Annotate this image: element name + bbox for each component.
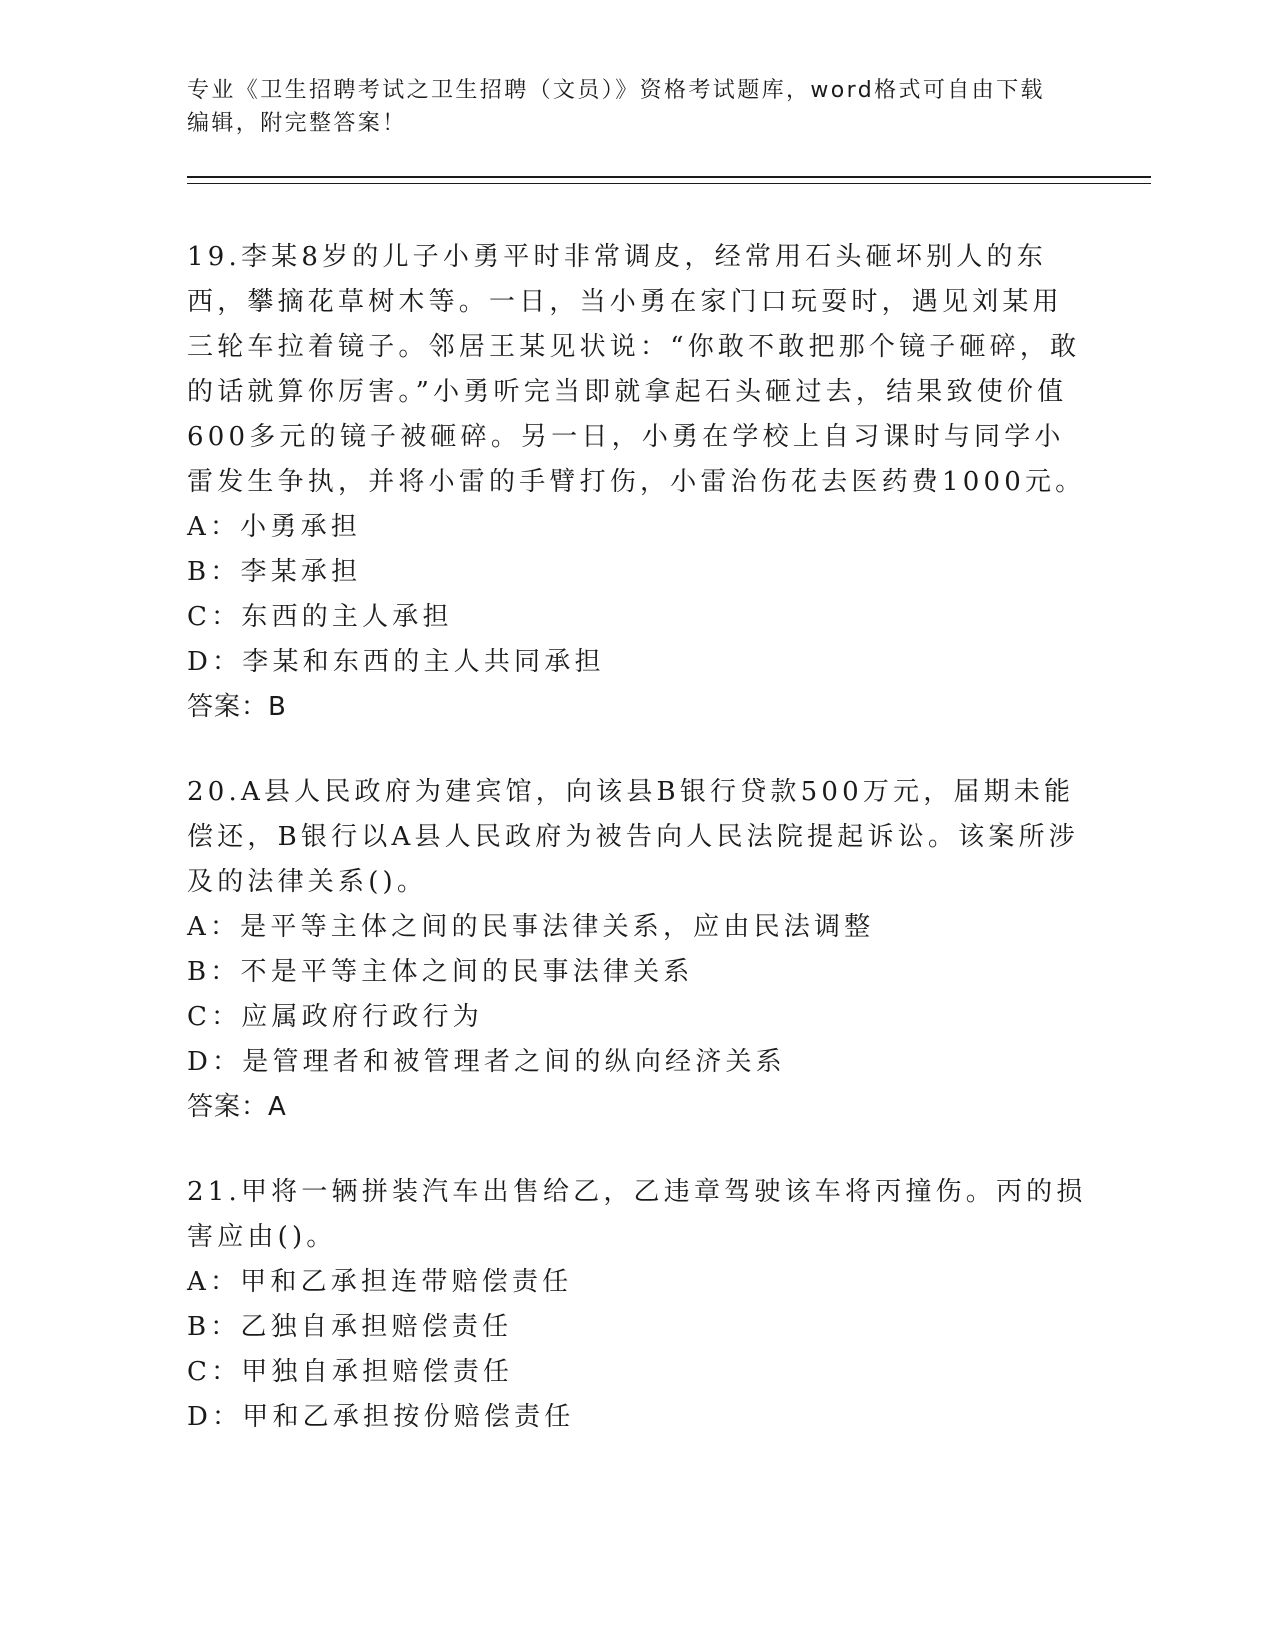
option-c: C：东西的主人承担 — [187, 602, 453, 632]
question-20 — [187, 770, 1087, 1130]
option-c: C：甲独自承担赔偿责任 — [187, 1357, 514, 1387]
option-list — [187, 1260, 1087, 1440]
answer-line: 答案：A — [187, 1092, 287, 1122]
option-a: A：是平等主体之间的民事法律关系，应由民法调整 — [187, 912, 875, 942]
option-d: D：是管理者和被管理者之间的纵向经济关系 — [187, 1047, 786, 1077]
option-b: B：李某承担 — [187, 557, 362, 587]
question-list — [187, 235, 1087, 1480]
option-a: A：甲和乙承担连带赔偿责任 — [187, 1267, 573, 1297]
option-d: D：甲和乙承担按份赔偿责任 — [187, 1402, 575, 1432]
option-d: D：李某和东西的主人共同承担 — [187, 647, 605, 677]
option-list — [187, 905, 1087, 1085]
document-header — [187, 74, 1067, 140]
option-b: B：不是平等主体之间的民事法律关系 — [187, 957, 694, 987]
question-21 — [187, 1170, 1087, 1440]
header-line-1: 专业《卫生招聘考试之卫生招聘（文员）》资格考试题库，word格式可自由下载 — [187, 78, 1045, 103]
question-stem: 21.甲将一辆拼装汽车出售给乙，乙违章驾驶该车将丙撞伤。丙的损害应由()。 — [187, 1177, 1087, 1252]
answer-line: 答案：B — [187, 692, 287, 722]
question-19 — [187, 235, 1087, 730]
option-b: B：乙独自承担赔偿责任 — [187, 1312, 513, 1342]
option-list — [187, 505, 1087, 685]
option-c: C：应属政府行政行为 — [187, 1002, 483, 1032]
header-divider — [187, 176, 1151, 178]
header-line-2: 编辑，附完整答案！ — [187, 111, 407, 136]
question-stem: 20.A县人民政府为建宾馆，向该县B银行贷款500万元，届期未能偿还，B银行以A县人民政府为被告向人民法院提起诉讼。该案所涉及的法律关系()。 — [187, 777, 1079, 897]
question-stem: 19.李某8岁的儿子小勇平时非常调皮，经常用石头砸坏别人的东西，攀摘花草树木等。一日，当小勇在家门口玩耍时，遇见刘某用三轮车拉着镜子。邻居王某见状说：“你敢不敢把那个镜子砸碎，敢的话就算你厉害。”小勇听完当即就拿起石头砸过去，结果致使价值600多元的镜子被砸碎。另一日，小勇在学校上自习课时与同学小雷发生争执，并将小雷的手臂打伤，小雷治伤花去医药费1000元。 — [187, 242, 1086, 497]
header-divider-thin — [187, 183, 1151, 184]
option-a: A：小勇承担 — [187, 512, 361, 542]
